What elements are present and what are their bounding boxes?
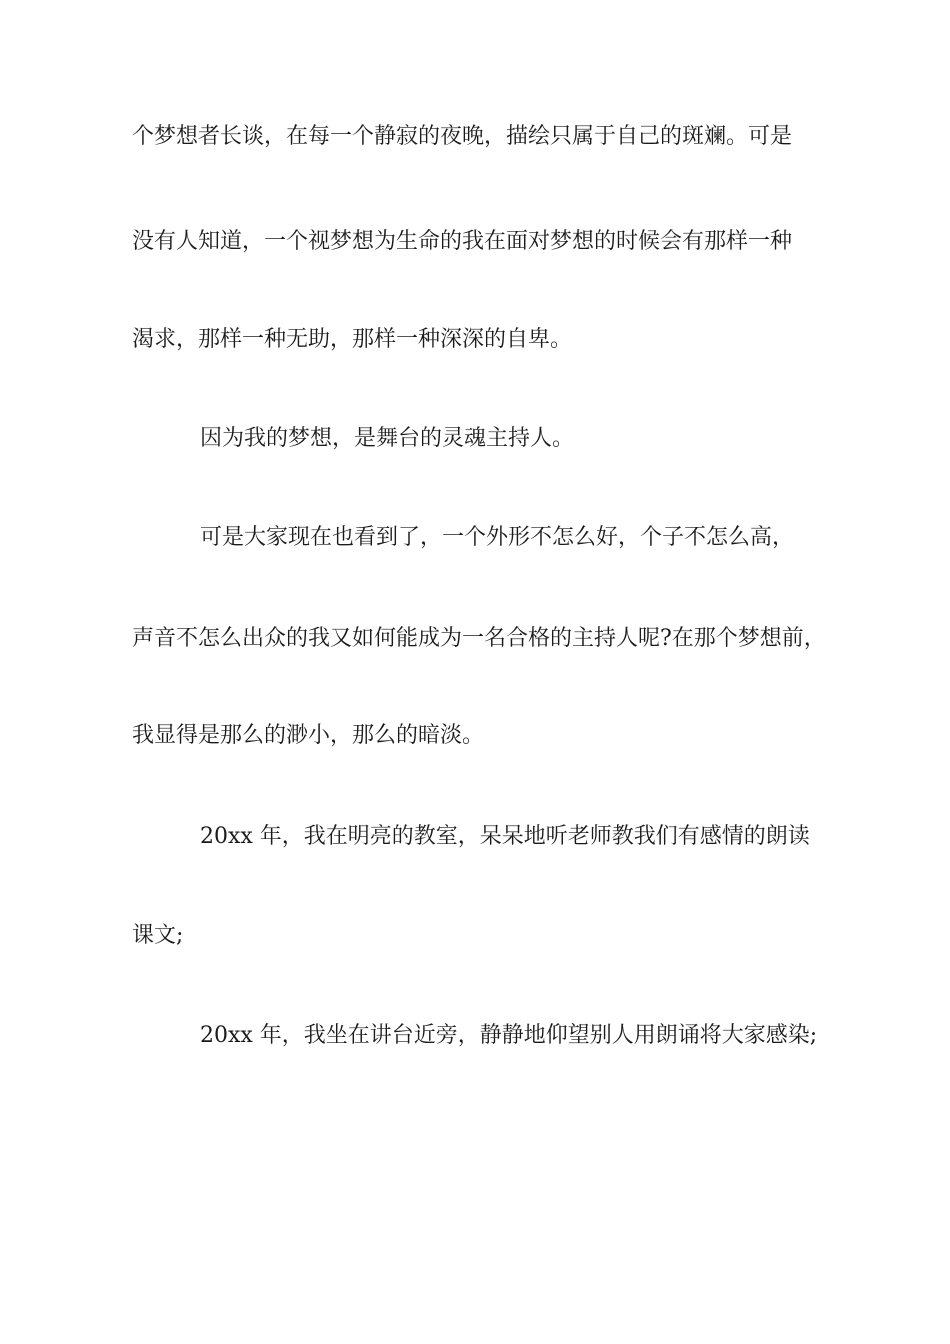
paragraph-line: 20xx 年，我坐在讲台近旁，静静地仰望别人用朗诵将大家感染; xyxy=(200,1023,818,1048)
paragraph-line: 课文; xyxy=(132,923,184,948)
paragraph-line: 没有人知道，一个视梦想为生命的我在面对梦想的时候会有那样一种 xyxy=(132,229,793,254)
paragraph-line: 个梦想者长谈，在每一个静寂的夜晚，描绘只属于自己的斑斓。可是 xyxy=(132,124,793,149)
paragraph-line: 声音不怎么出众的我又如何能成为一名合格的主持人呢?在那个梦想前， xyxy=(132,626,826,651)
paragraph-line: 20xx 年，我在明亮的教室，呆呆地听老师教我们有感情的朗读 xyxy=(200,824,810,849)
paragraph-line: 可是大家现在也看到了，一个外形不怎么好，个子不怎么高， xyxy=(200,525,795,550)
paragraph-line: 我显得是那么的渺小，那么的暗淡。 xyxy=(132,723,485,748)
paragraph-line: 因为我的梦想，是舞台的灵魂主持人。 xyxy=(200,426,575,451)
paragraph-line: 渴求，那样一种无助，那样一种深深的自卑。 xyxy=(132,327,573,352)
